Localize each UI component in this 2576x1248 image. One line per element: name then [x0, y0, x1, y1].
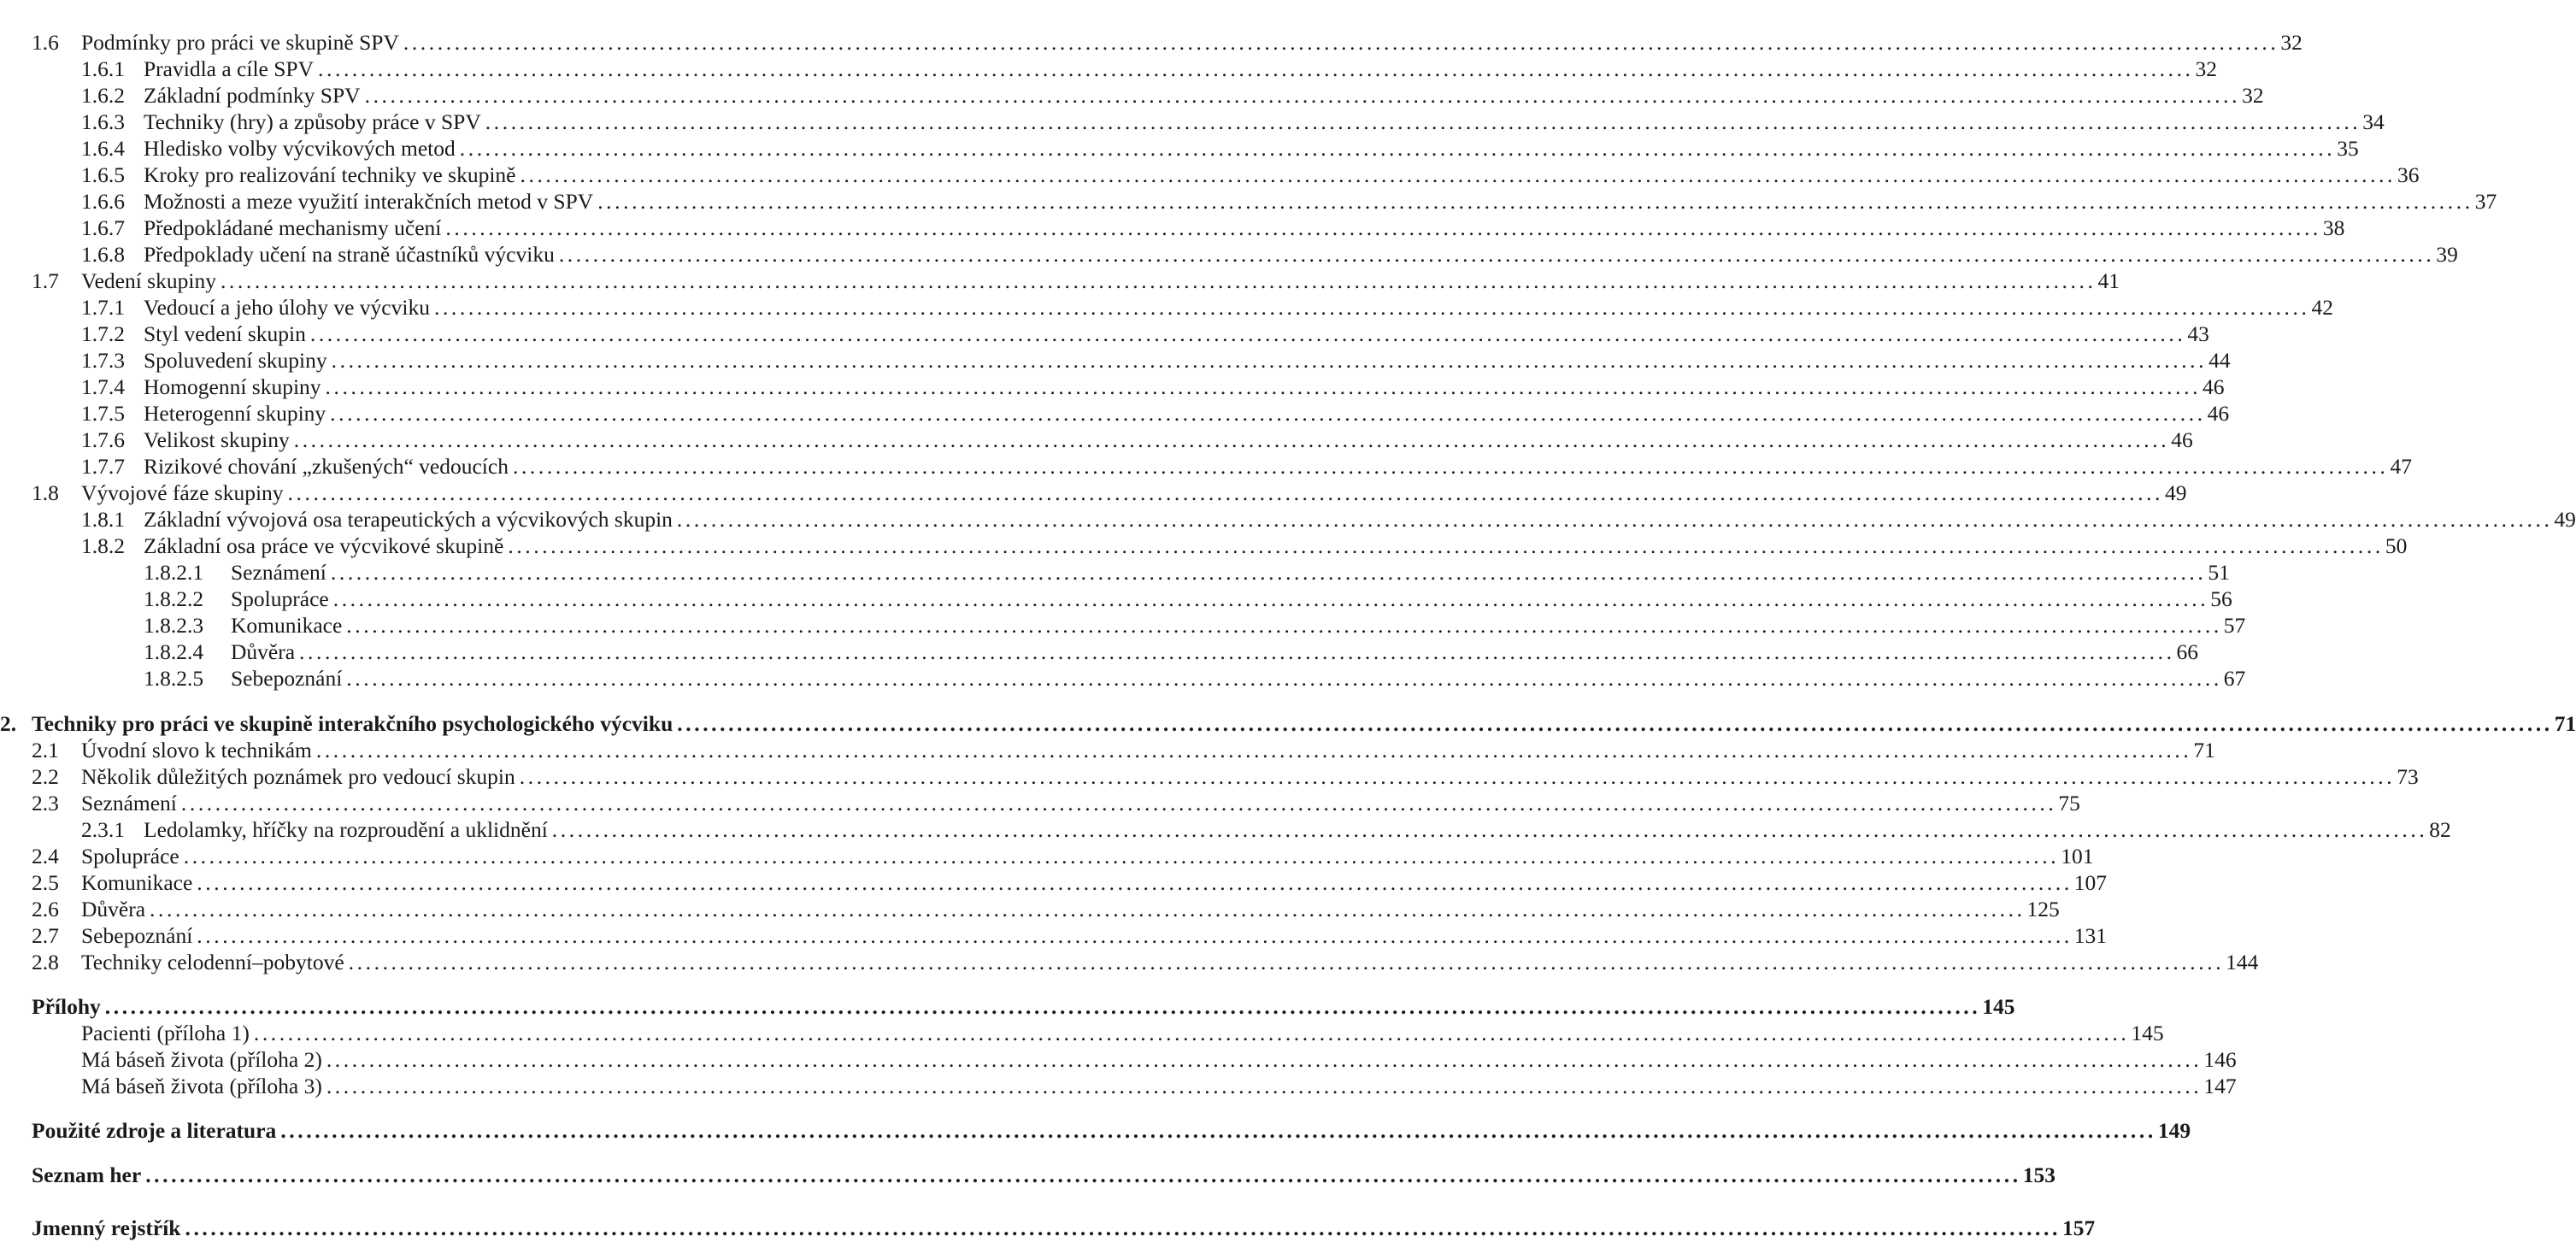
- dot-leader: ............................................................................................................................................................................................................................: [346, 666, 2222, 691]
- toc-entry-page-number: 71: [2193, 738, 2215, 762]
- toc-entry-title: Techniky (hry) a způsoby práce v SPV: [144, 109, 481, 134]
- toc-entry[interactable]: [0, 162, 2420, 188]
- toc-entry-page-number: 66: [2176, 639, 2199, 664]
- toc-entry-title: Komunikace: [81, 870, 193, 895]
- toc-entry[interactable]: [0, 559, 2230, 586]
- toc-entry-page-number: 56: [2210, 586, 2232, 611]
- toc-entry-number: 1.6.4: [81, 136, 125, 161]
- toc-entry-title: Styl vedení skupin: [144, 321, 306, 346]
- toc-entry-number: 1.8: [32, 480, 59, 505]
- toc-entry-title: Seznámení: [231, 560, 326, 585]
- toc-entry-title: Hledisko volby výcvikových metod: [144, 136, 456, 161]
- toc-entry[interactable]: [0, 639, 2199, 665]
- toc-entry-page-number: 51: [2208, 560, 2230, 585]
- toc-entry-title: Pacienti (příloha 1): [81, 1021, 250, 1045]
- dot-leader: ............................................................................................................................................................................................................................: [293, 427, 2170, 452]
- toc-entry-page-number: 43: [2187, 321, 2209, 346]
- toc-entry[interactable]: [0, 506, 2576, 533]
- toc-entry-title: Jmenný rejstřík: [32, 1216, 181, 1240]
- toc-entry[interactable]: [0, 215, 2345, 241]
- toc-entry-title: Základní osa práce ve výcvikové skupině: [144, 533, 504, 558]
- toc-entry-number: 1.8.2.5: [144, 666, 204, 691]
- toc-entry-page-number: 37: [2474, 189, 2497, 214]
- toc-entry-number: 1.6.5: [81, 162, 125, 187]
- toc-entry-number: 1.6.8: [81, 242, 125, 267]
- toc-entry-page-number: 42: [2311, 295, 2333, 320]
- dot-leader: ............................................................................................................................................................................................................................: [325, 374, 2202, 399]
- toc-entry[interactable]: [0, 374, 2225, 400]
- toc-entry[interactable]: [0, 790, 2080, 816]
- toc-entry-title: Komunikace: [231, 613, 343, 638]
- toc-entry-number: 1.8.2.1: [144, 560, 204, 585]
- toc-entry-page-number: 144: [2226, 950, 2259, 974]
- toc-entry-number: 1.7.2: [81, 321, 125, 346]
- toc-entry-title: Vedení skupiny: [81, 268, 216, 293]
- dot-leader: ............................................................................................................................................................................................................................: [520, 162, 2396, 187]
- toc-entry[interactable]: [0, 896, 2060, 922]
- dot-leader: ............................................................................................................................................................................................................................: [253, 1021, 2130, 1045]
- toc-entry-page-number: 49: [2554, 507, 2576, 532]
- toc-entry-page-number: 157: [2061, 1216, 2096, 1240]
- toc-entry[interactable]: [0, 710, 2576, 737]
- toc-entry[interactable]: [0, 109, 2385, 135]
- toc-entry[interactable]: [0, 400, 2230, 427]
- toc-entry-number: 1.7: [32, 268, 59, 293]
- toc-entry-page-number: 47: [2390, 454, 2412, 479]
- toc-entry-page-number: 41: [2097, 268, 2120, 293]
- toc-entry-number: 2.2: [32, 764, 59, 789]
- toc-entry-number: 1.8.1: [81, 507, 125, 532]
- toc-entry[interactable]: [0, 427, 2193, 453]
- toc-entry[interactable]: [0, 612, 2246, 639]
- toc-entry-page-number: 32: [2242, 83, 2264, 108]
- toc-entry-number: 2.1: [32, 738, 59, 762]
- toc-entry-page-number: 49: [2165, 480, 2187, 505]
- section-gap: [0, 975, 820, 993]
- dot-leader: ............................................................................................................................................................................................................................: [104, 994, 1981, 1019]
- toc-entry-number: 2.5: [32, 870, 59, 895]
- toc-entry-page-number: 145: [1982, 994, 2015, 1019]
- dot-leader: ............................................................................................................................................................................................................................: [459, 136, 2336, 161]
- dot-leader: ............................................................................................................................................................................................................................: [508, 533, 2384, 558]
- dot-leader: ............................................................................................................................................................................................................................: [220, 268, 2097, 293]
- toc-entry-title: Základní podmínky SPV: [144, 83, 361, 108]
- toc-entry-title: Důvěra: [81, 897, 146, 921]
- toc-entry-title: Velikost skupiny: [144, 427, 290, 452]
- toc-entry-page-number: 57: [2223, 613, 2246, 638]
- toc-entry[interactable]: [0, 816, 2451, 843]
- toc-entry-page-number: 46: [2171, 427, 2193, 452]
- toc-entry-title: Spolupráce: [231, 586, 329, 611]
- toc-entry-title: Heterogenní skupiny: [144, 401, 326, 426]
- toc-entry-title: Možnosti a meze využití interakčních metod v SPV: [144, 189, 594, 214]
- toc-entry-number: 1.6.1: [81, 56, 125, 81]
- toc-entry-page-number: 71: [2554, 711, 2576, 736]
- toc-entry-page-number: 38: [2322, 215, 2345, 240]
- toc-entry-number: 1.7.5: [81, 401, 125, 426]
- dot-leader: ............................................................................................................................................................................................................................: [331, 348, 2208, 373]
- toc-entry-page-number: 73: [2397, 764, 2419, 789]
- dot-leader: ............................................................................................................................................................................................................................: [433, 295, 2310, 320]
- dot-leader: ............................................................................................................................................................................................................................: [330, 401, 2206, 426]
- toc-entry-page-number: 32: [2195, 56, 2218, 81]
- toc-entry-title: Má báseň života (příloha 3): [81, 1074, 322, 1098]
- toc-entry-title: Seznámení: [81, 791, 177, 815]
- dot-leader: ............................................................................................................................................................................................................................: [185, 1216, 2061, 1240]
- toc-entry-page-number: 32: [2280, 30, 2303, 55]
- section-gap: [0, 1099, 820, 1117]
- toc-entry-page-number: 131: [2073, 923, 2108, 948]
- toc-entry-number: 2.3: [32, 791, 59, 815]
- toc-entry-title: Základní vývojová osa terapeutických a výcvikových skupin: [144, 507, 673, 532]
- toc-entry-number: 2.6: [32, 897, 59, 921]
- toc-entry-number: 1.6.3: [81, 109, 125, 134]
- toc-entry-page-number: 35: [2337, 136, 2359, 161]
- toc-entry-title: Důvěra: [231, 639, 296, 664]
- toc-entry-number: 1.8.2.3: [144, 613, 204, 638]
- toc-entry-page-number: 107: [2073, 870, 2108, 895]
- toc-entry-number: 2.8: [32, 950, 59, 974]
- section-gap: [0, 692, 820, 710]
- toc-entry-number: 1.6.6: [81, 189, 125, 214]
- toc-entry-title: Vedoucí a jeho úlohy ve výcviku: [144, 295, 430, 320]
- toc-entry-page-number: 46: [2207, 401, 2230, 426]
- toc-entry-title: Podmínky pro práci ve skupině SPV: [81, 30, 399, 55]
- toc-entry-title: Kroky pro realizování techniky ve skupině: [144, 162, 516, 187]
- dot-leader: ............................................................................................................................................................................................................................: [445, 215, 2321, 240]
- toc-entry-number: 1.7.3: [81, 348, 125, 373]
- toc-entry-page-number: 146: [2203, 1047, 2237, 1072]
- toc-entry-number: 1.7.4: [81, 374, 125, 399]
- toc-entry[interactable]: [0, 294, 2333, 321]
- dot-leader: ............................................................................................................................................................................................................................: [326, 1047, 2203, 1072]
- toc-entry[interactable]: [0, 586, 2232, 612]
- toc-entry[interactable]: [0, 1117, 2191, 1144]
- toc-entry-title: Sebepoznání: [81, 923, 193, 948]
- toc-entry-title: Seznam her: [32, 1163, 142, 1187]
- toc-entry[interactable]: [0, 843, 2094, 869]
- dot-leader: ............................................................................................................................................................................................................................: [677, 711, 2553, 736]
- dot-leader: ............................................................................................................................................................................................................................: [180, 791, 2057, 815]
- dot-leader: ............................................................................................................................................................................................................................: [558, 242, 2435, 267]
- toc-entry-page-number: 153: [2022, 1163, 2056, 1187]
- toc-entry-page-number: 101: [2061, 844, 2094, 868]
- toc-entry[interactable]: [0, 1020, 2164, 1046]
- toc-entry[interactable]: [0, 1073, 2237, 1099]
- dot-leader: ............................................................................................................................................................................................................................: [145, 1163, 2021, 1187]
- toc-entry[interactable]: [0, 82, 2264, 109]
- toc-entry-number: 2.4: [32, 844, 59, 868]
- toc-entry-title: Úvodní slovo k technikám: [81, 738, 312, 762]
- toc-entry[interactable]: [0, 480, 2187, 506]
- toc-entry[interactable]: [0, 135, 2359, 162]
- dot-leader: ............................................................................................................................................................................................................................: [197, 870, 2073, 895]
- dot-leader: ............................................................................................................................................................................................................................: [299, 639, 2175, 664]
- toc-entry-number: 1.7.7: [81, 454, 125, 479]
- dot-leader: ............................................................................................................................................................................................................................: [512, 454, 2389, 479]
- toc-entry-title: Předpoklady učení na straně účastníků výcviku: [144, 242, 555, 267]
- toc-entry[interactable]: [0, 993, 2015, 1020]
- dot-leader: ............................................................................................................................................................................................................................: [485, 109, 2361, 134]
- dot-leader: ............................................................................................................................................................................................................................: [403, 30, 2279, 55]
- toc-entry-title: Několik důležitých poznámek pro vedoucí skupin: [81, 764, 515, 789]
- toc-entry[interactable]: [0, 737, 2215, 763]
- toc-entry-title: Spolupráce: [81, 844, 179, 868]
- toc-entry[interactable]: [0, 268, 2120, 294]
- dot-leader: ............................................................................................................................................................................................................................: [326, 1074, 2203, 1098]
- toc-entry-title: Pravidla a cíle SPV: [144, 56, 315, 81]
- toc-entry-title: Techniky celodenní–pobytové: [81, 950, 344, 974]
- toc-entry[interactable]: [0, 1215, 2096, 1241]
- toc-entry-number: 1.6.7: [81, 215, 125, 240]
- toc-entry-page-number: 46: [2203, 374, 2225, 399]
- toc-entry[interactable]: [0, 453, 2412, 480]
- toc-entry-title: Předpokládané mechanismy učení: [144, 215, 442, 240]
- toc-entry-number: 2.3.1: [81, 817, 125, 842]
- toc-entry[interactable]: [0, 241, 2458, 268]
- dot-leader: ............................................................................................................................................................................................................................: [287, 480, 2164, 505]
- toc-entry[interactable]: [0, 321, 2209, 347]
- dot-leader: ............................................................................................................................................................................................................................: [150, 897, 2026, 921]
- dot-leader: ............................................................................................................................................................................................................................: [676, 507, 2553, 532]
- toc-entry[interactable]: [0, 29, 2303, 56]
- dot-leader: ............................................................................................................................................................................................................................: [346, 613, 2222, 638]
- toc-entry-title: Homogenní skupiny: [144, 374, 321, 399]
- toc-entry[interactable]: [0, 922, 2108, 949]
- toc-entry-number: 1.8.2.4: [144, 639, 204, 664]
- toc-entry-title: Vývojové fáze skupiny: [81, 480, 284, 505]
- toc-entry-page-number: 82: [2429, 817, 2451, 842]
- dot-leader: ............................................................................................................................................................................................................................: [280, 1118, 2156, 1143]
- dot-leader: ............................................................................................................................................................................................................................: [315, 738, 2192, 762]
- toc-entry-number: 1.7.6: [81, 427, 125, 452]
- section-gap: [0, 1188, 820, 1215]
- table-of-contents: [0, 29, 2576, 1241]
- toc-entry-page-number: 36: [2397, 162, 2420, 187]
- toc-entry-number: 2.7: [32, 923, 59, 948]
- toc-entry-page-number: 50: [2385, 533, 2408, 558]
- toc-entry-number: 1.7.1: [81, 295, 125, 320]
- toc-entry-page-number: 34: [2362, 109, 2385, 134]
- dot-leader: ............................................................................................................................................................................................................................: [364, 83, 2241, 108]
- dot-leader: ............................................................................................................................................................................................................................: [597, 189, 2473, 214]
- toc-entry-page-number: 39: [2436, 242, 2458, 267]
- toc-entry[interactable]: [0, 869, 2108, 896]
- dot-leader: ............................................................................................................................................................................................................................: [318, 56, 2194, 81]
- dot-leader: ............................................................................................................................................................................................................................: [348, 950, 2225, 974]
- toc-entry[interactable]: [0, 1046, 2237, 1073]
- dot-leader: ............................................................................................................................................................................................................................: [183, 844, 2060, 868]
- toc-entry-title: Techniky pro práci ve skupině interakčního psychologického výcviku: [32, 711, 673, 736]
- toc-entry-number: 1.6.2: [81, 83, 125, 108]
- dot-leader: ............................................................................................................................................................................................................................: [519, 764, 2396, 789]
- toc-entry-page-number: 67: [2223, 666, 2246, 691]
- toc-entry-page-number: 75: [2058, 791, 2080, 815]
- toc-entry-title: Přílohy: [32, 994, 101, 1019]
- toc-entry-number: 1.6: [32, 30, 59, 55]
- toc-entry-page-number: 147: [2203, 1074, 2237, 1098]
- toc-entry-number: 1.8.2: [81, 533, 125, 558]
- toc-entry-page-number: 125: [2026, 897, 2060, 921]
- toc-entry-title: Ledolamky, hříčky na rozproudění a uklidnění: [144, 817, 548, 842]
- dot-leader: ............................................................................................................................................................................................................................: [551, 817, 2428, 842]
- toc-entry[interactable]: [0, 665, 2246, 692]
- toc-entry[interactable]: [0, 56, 2218, 82]
- toc-entry[interactable]: [0, 763, 2419, 790]
- dot-leader: ............................................................................................................................................................................................................................: [197, 923, 2073, 948]
- toc-entry[interactable]: [0, 949, 2259, 975]
- section-gap: [0, 1144, 820, 1162]
- toc-entry-page-number: 149: [2157, 1118, 2191, 1143]
- toc-entry[interactable]: [0, 188, 2497, 215]
- toc-entry[interactable]: [0, 347, 2231, 374]
- dot-leader: ............................................................................................................................................................................................................................: [330, 560, 2207, 585]
- dot-leader: ............................................................................................................................................................................................................................: [332, 586, 2209, 611]
- toc-entry-number: 1.8.2.2: [144, 586, 204, 611]
- toc-entry-title: Použité zdroje a literatura: [32, 1118, 277, 1143]
- toc-entry[interactable]: [0, 1162, 2056, 1188]
- toc-entry-page-number: 44: [2208, 348, 2231, 373]
- toc-entry-title: Rizikové chování „zkušených“ vedoucích: [144, 454, 509, 479]
- toc-entry-page-number: 145: [2131, 1021, 2164, 1045]
- dot-leader: ............................................................................................................................................................................................................................: [309, 321, 2186, 346]
- toc-entry[interactable]: [0, 533, 2408, 559]
- toc-entry-number: 2.: [0, 711, 17, 736]
- toc-entry-title: Má báseň života (příloha 2): [81, 1047, 322, 1072]
- toc-entry-title: Sebepoznání: [231, 666, 343, 691]
- toc-entry-title: Spoluvedení skupiny: [144, 348, 327, 373]
